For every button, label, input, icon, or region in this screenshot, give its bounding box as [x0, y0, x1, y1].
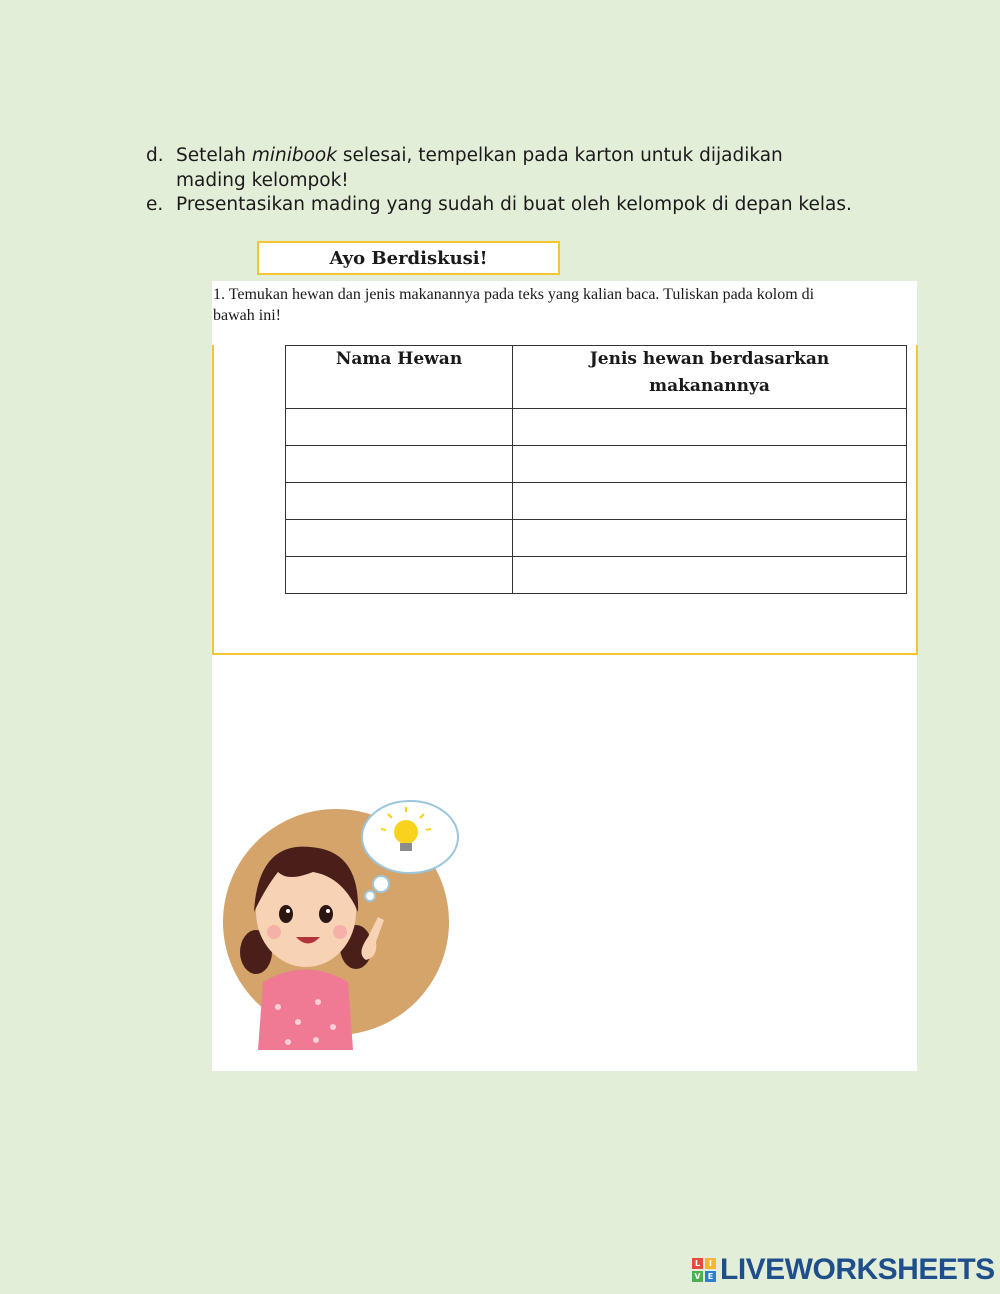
header-line: makanannya — [649, 376, 770, 396]
question-text — [213, 284, 903, 326]
thinking-girl-illustration — [218, 792, 463, 1052]
instruction-italic: minibook — [251, 145, 337, 166]
table-row — [286, 483, 907, 520]
table-row — [286, 446, 907, 483]
animal-name-cell — [286, 409, 513, 446]
instruction-text: Presentasikan mading yang sudah di buat oleh kelompok di depan kelas. — [176, 194, 852, 215]
animal-type-cell — [513, 483, 907, 520]
animal-type-input[interactable] — [513, 409, 906, 445]
animal-name-cell — [286, 446, 513, 483]
instruction-d — [146, 143, 783, 193]
table-row — [286, 557, 907, 594]
animal-name-input[interactable] — [286, 557, 512, 593]
instruction-e — [146, 192, 852, 217]
animal-name-input[interactable] — [286, 409, 512, 445]
table-header-row — [286, 346, 907, 409]
animal-name-cell — [286, 557, 513, 594]
logo-letter: E — [705, 1271, 716, 1282]
header-nama-hewan: Nama Hewan — [286, 346, 513, 409]
animal-type-input[interactable] — [513, 520, 906, 556]
logo-letter: V — [692, 1271, 703, 1282]
table-row — [286, 409, 907, 446]
animal-type-cell — [513, 520, 907, 557]
animal-type-input[interactable] — [513, 557, 906, 593]
logo-letter: L — [692, 1258, 703, 1269]
animal-type-cell — [513, 557, 907, 594]
liveworksheets-logo — [692, 1253, 995, 1287]
instruction-continuation: mading kelompok! — [176, 170, 349, 191]
animal-name-input[interactable] — [286, 520, 512, 556]
instruction-letter: e. — [146, 194, 164, 215]
logo-letter: I — [705, 1258, 716, 1269]
instruction-text: selesai, tempelkan pada karton untuk dijadikan — [336, 145, 783, 166]
animal-type-cell — [513, 446, 907, 483]
animal-table — [285, 345, 907, 594]
animal-name-cell — [286, 520, 513, 557]
section-heading: Ayo Berdiskusi! — [257, 241, 560, 275]
question-line: bawah ini! — [213, 307, 281, 324]
animal-type-input[interactable] — [513, 483, 906, 519]
instruction-text: Setelah — [176, 145, 252, 166]
question-line: 1. Temukan hewan dan jenis makanannya pada teks yang kalian baca. Tuliskan pada kolom di — [213, 286, 815, 303]
table-row — [286, 520, 907, 557]
brand-logo-icon — [692, 1258, 716, 1282]
header-jenis-hewan — [513, 346, 907, 409]
animal-name-input[interactable] — [286, 446, 512, 482]
animal-type-cell — [513, 409, 907, 446]
header-line: Jenis hewan berdasarkan — [589, 349, 830, 369]
animal-type-input[interactable] — [513, 446, 906, 482]
brand-name: LIVEWORKSHEETS — [720, 1253, 995, 1286]
instruction-letter: d. — [146, 145, 164, 166]
animal-name-cell — [286, 483, 513, 520]
animal-name-input[interactable] — [286, 483, 512, 519]
